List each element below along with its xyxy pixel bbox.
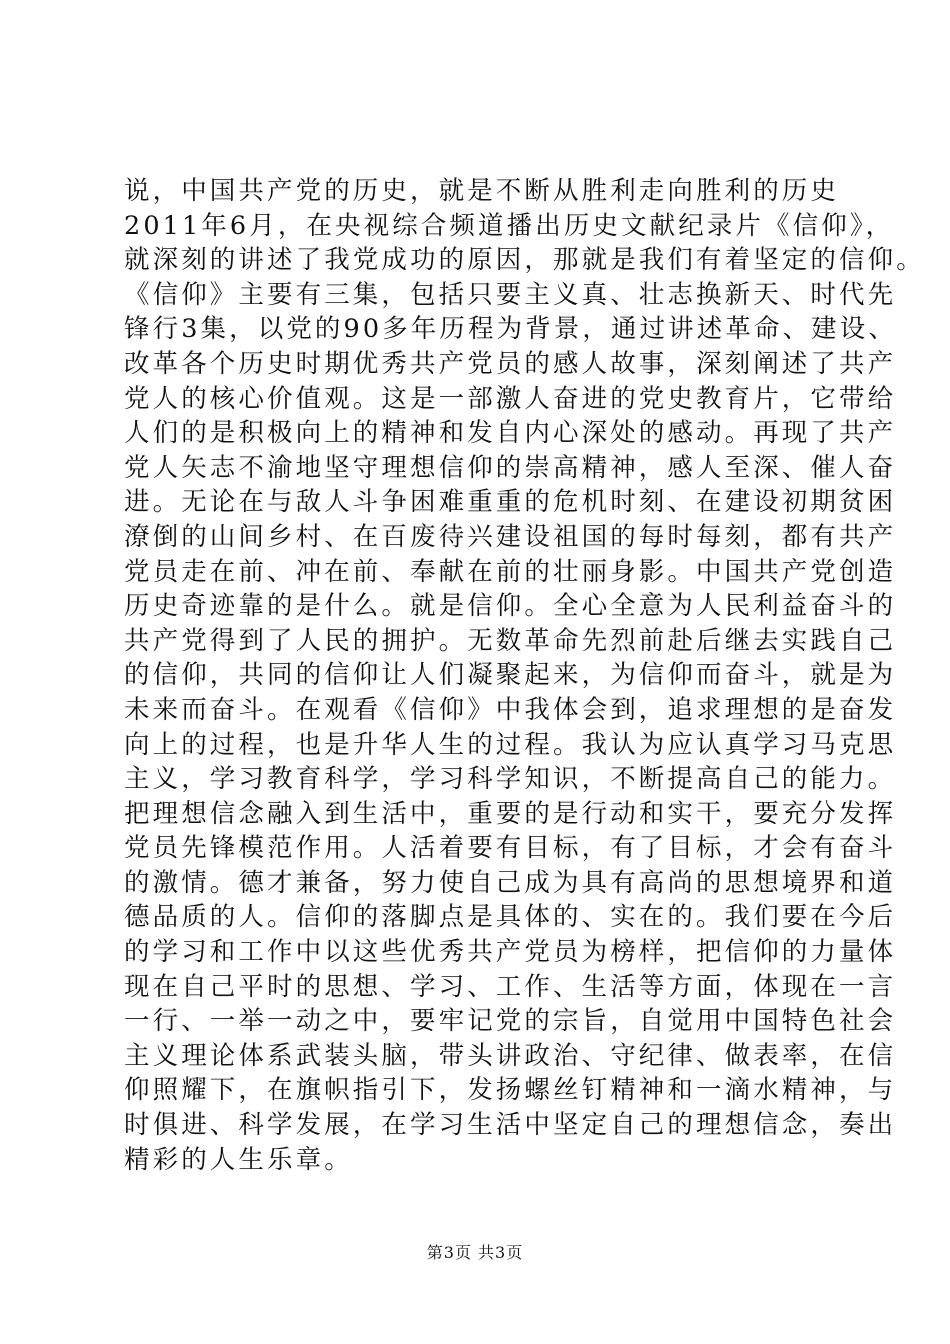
text-line: 党人的核心价值观。这是一部激人奋进的党史教育片，它带给 [124,383,897,414]
text-line: 人们的是积极向上的精神和发自内心深处的感动。再现了共产 [124,418,897,449]
page-number-footer: 第3页 共3页 [426,1243,524,1262]
text-line: 《信仰》主要有三集，包括只要主义真、壮志换新天、时代先 [124,279,897,310]
text-line: 现在自己平时的思想、学习、工作、生活等方面，体现在一言 [124,971,897,1002]
text-line: 共产党得到了人民的拥护。无数革命先烈前赴后继去实践自己 [124,625,897,656]
text-line: 的激情。德才兼备，努力使自己成为具有高尚的思想境界和道 [124,867,897,898]
text-line: 2011年6月，在央视综合频道播出历史文献纪录片《信仰》， [124,210,895,241]
text-line: 的信仰，共同的信仰让人们凝聚起来，为信仰而奋斗，就是为 [124,660,897,691]
text-line: 主义理论体系武装头脑，带头讲政治、守纪律、做表率，在信 [124,1040,897,1071]
text-line: 说，中国共产党的历史，就是不断从胜利走向胜利的历史 [124,176,840,206]
text-line: 历史奇迹靠的是什么。就是信仰。全心全意为人民利益奋斗的 [124,591,897,622]
text-line: 的学习和工作中以这些优秀共产党员为榜样，把信仰的力量体 [124,937,897,968]
text-line: 主义，学习教育科学，学习科学知识，不断提高自己的能力。 [124,764,897,795]
text-line: 党员先锋模范作用。人活着要有目标，有了目标，才会有奋斗 [124,833,897,864]
text-line: 锋行3集，以党的90多年历程为背景，通过讲述革命、建设、 [124,314,897,345]
text-line: 就深刻的讲述了我党成功的原因，那就是我们有着坚定的信仰。 [124,245,925,276]
text-line: 德品质的人。信仰的落脚点是具体的、实在的。我们要在今后 [124,902,897,933]
text-line: 潦倒的山间乡村、在百废待兴建设祖国的每时每刻，都有共产 [124,521,897,552]
text-line: 时俱进、科学发展，在学习生活中坚定自己的理想信念，奏出 [124,1110,897,1141]
text-line: 未来而奋斗。在观看《信仰》中我体会到，追求理想的是奋发 [124,694,897,725]
text-line: 精彩的人生乐章。 [124,1144,353,1175]
text-line: 改革各个历史时期优秀共产党员的感人故事，深刻阐述了共产 [124,348,897,379]
text-line: 党人矢志不渝地坚守理想信仰的崇高精神，感人至深、催人奋 [124,452,897,483]
text-line: 党员走在前、冲在前、奉献在前的壮丽身影。中国共产党创造 [124,556,897,587]
text-line: 把理想信念融入到生活中，重要的是行动和实干，要充分发挥 [124,798,897,829]
text-line: 一行、一举一动之中，要牢记党的宗旨，自觉用中国特色社会 [124,1006,897,1037]
text-line: 向上的过程，也是升华人生的过程。我认为应认真学习马克思 [124,729,897,760]
text-line: 进。无论在与敌人斗争困难重重的危机时刻、在建设初期贫困 [124,487,897,518]
text-line: 仰照耀下，在旗帜指引下，发扬螺丝钉精神和一滴水精神，与 [124,1075,897,1106]
body-text [124,174,925,1177]
